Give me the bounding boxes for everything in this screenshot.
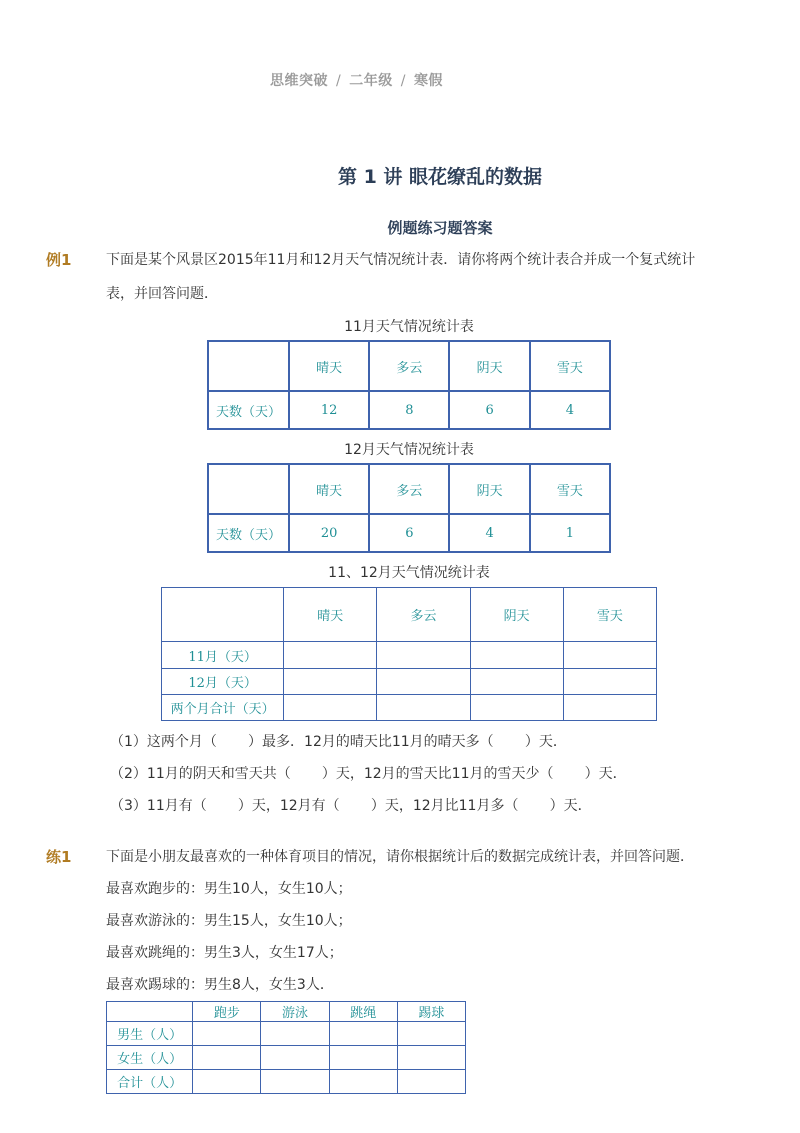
table-cell: 6 [449,391,529,429]
table-cell [329,1022,397,1046]
table-header-cell: 雪天 [563,588,656,642]
table-cell [193,1046,261,1070]
table-cell [563,668,656,694]
table-cell [470,694,563,720]
table-cell [377,668,470,694]
table-header-cell: 雪天 [530,341,610,391]
table-cell [397,1022,465,1046]
breadcrumb-item: 二年级 [349,73,393,89]
page-title: 第 1 讲 眼花缭乱的数据 [337,166,543,188]
table-cell [470,668,563,694]
practice-line: 最喜欢踢球的：男生8人，女生3人． [106,977,334,993]
table-cell [377,694,470,720]
table-cell [329,1070,397,1094]
practice-tag: 练1 [46,848,72,866]
table-cell [563,642,656,668]
table-header-cell: 阴天 [449,341,529,391]
question-2: （2）11月的阴天和雪天共（ ）天，12月的雪天比11月的雪天少（ ）天． [110,766,627,782]
table-header-cell: 阴天 [470,588,563,642]
table-row-label: 两个月合计（天） [162,694,284,720]
table-cell: 8 [369,391,449,429]
table-header-cell: 晴天 [284,588,377,642]
breadcrumb-item: 寒假 [413,73,443,89]
breadcrumb [270,70,443,90]
table-practice [106,1001,466,1094]
example-text-line2: 表，并回答问题． [106,286,218,302]
table-cell [193,1070,261,1094]
table-caption-dec: 12月天气情况统计表 [344,442,474,458]
table-row-label: 11月（天） [162,642,284,668]
table-cell [193,1022,261,1046]
table-nov [207,340,611,430]
table-cell: 4 [530,391,610,429]
breadcrumb-item: 思维突破 [270,73,328,89]
table-row-label: 天数（天） [208,514,289,552]
table-cell [470,642,563,668]
table-cell [397,1046,465,1070]
table-header-cell: 阴天 [449,464,529,514]
table-row-label: 12月（天） [162,668,284,694]
table-cell [261,1022,329,1046]
table-cell [261,1070,329,1094]
question-1: （1）这两个月（ ）最多．12月的晴天比11月的晴天多（ ）天． [110,734,567,750]
table-cell [261,1046,329,1070]
practice-line: 最喜欢跳绳的：男生3人，女生17人； [106,945,343,961]
table-caption-combined: 11、12月天气情况统计表 [328,565,490,581]
table-header-cell [162,588,284,642]
table-header-cell: 晴天 [289,341,369,391]
table-header-cell [107,1002,193,1022]
table-dec [207,463,611,553]
table-caption-nov: 11月天气情况统计表 [344,319,474,335]
table-cell [377,642,470,668]
table-header-cell: 雪天 [530,464,610,514]
section-title: 例题练习题答案 [387,219,493,237]
example-tag: 例1 [46,251,72,269]
table-cell [284,642,377,668]
table-header-cell: 跑步 [193,1002,261,1022]
table-header-cell [208,341,289,391]
table-header-cell: 多云 [377,588,470,642]
table-row-label: 女生（人） [107,1046,193,1070]
table-cell: 6 [369,514,449,552]
breadcrumb-separator: / [336,73,342,89]
table-header-cell: 晴天 [289,464,369,514]
table-cell [397,1070,465,1094]
question-3: （3）11月有（ ）天，12月有（ ）天，12月比11月多（ ）天． [110,798,592,814]
table-cell: 20 [289,514,369,552]
table-header-cell: 多云 [369,464,449,514]
table-cell [284,668,377,694]
table-cell [329,1046,397,1070]
table-row-label: 天数（天） [208,391,289,429]
table-row-label: 合计（人） [107,1070,193,1094]
table-header-cell: 踢球 [397,1002,465,1022]
table-header-cell: 游泳 [261,1002,329,1022]
table-header-cell [208,464,289,514]
table-cell [563,694,656,720]
practice-line: 最喜欢游泳的：男生15人，女生10人； [106,913,352,929]
example-text-line1: 下面是某个风景区2015年11月和12月天气情况统计表．请你将两个统计表合并成一个复式统计 [106,252,696,268]
table-cell [284,694,377,720]
table-combined [161,587,657,721]
table-cell: 12 [289,391,369,429]
table-header-cell: 跳绳 [329,1002,397,1022]
practice-intro: 下面是小朋友最喜欢的一种体育项目的情况，请你根据统计后的数据完成统计表，并回答问题． [106,849,694,865]
breadcrumb-separator: / [400,73,406,89]
table-row-label: 男生（人） [107,1022,193,1046]
table-cell: 1 [530,514,610,552]
table-header-cell: 多云 [369,341,449,391]
table-cell: 4 [449,514,529,552]
practice-line: 最喜欢跑步的：男生10人，女生10人； [106,881,352,897]
